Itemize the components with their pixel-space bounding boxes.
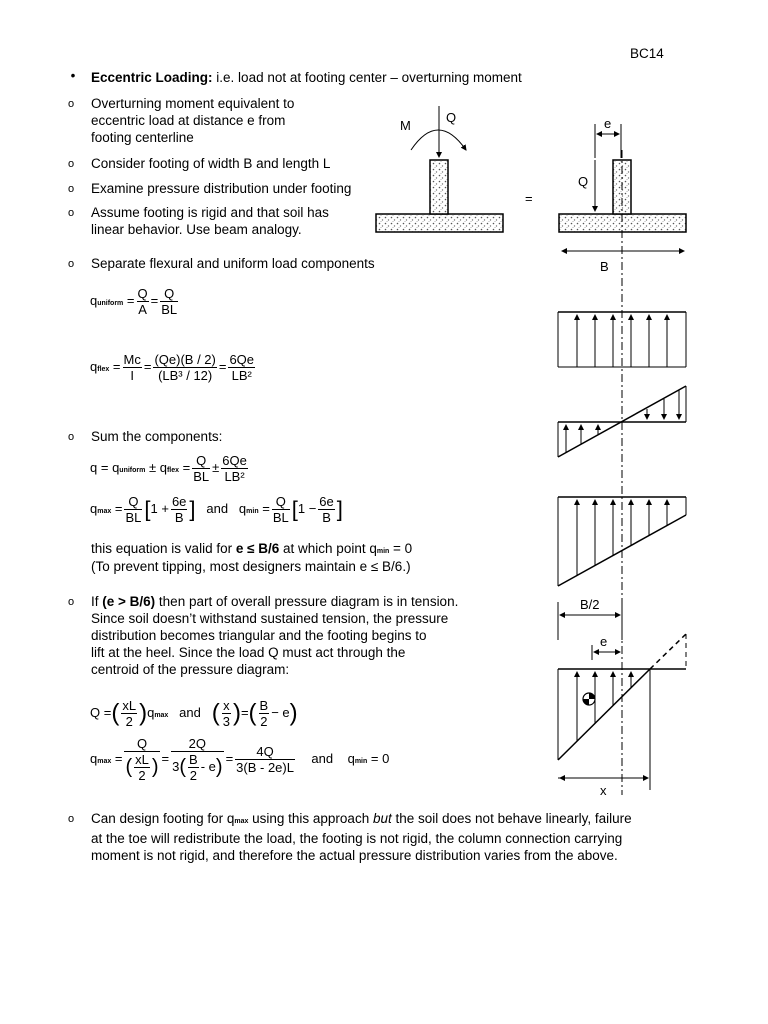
closing-text: using this approach (248, 811, 373, 826)
closing-line-3: moment is not rigid, and therefore the actual pressure distribution varies from the above. (91, 848, 618, 863)
paren: ) (232, 699, 241, 727)
eq-symbol: q (238, 500, 247, 516)
paren: ) (139, 699, 148, 727)
numerator: Q (137, 286, 148, 301)
eq-symbol: q (90, 459, 98, 475)
denominator: A (138, 302, 147, 317)
bracket: ] (189, 496, 196, 522)
tension-text: If (91, 594, 103, 609)
eq-symbol: q (90, 358, 98, 374)
eccentric-load-label: Q (578, 174, 589, 189)
moment-label: M (400, 118, 411, 133)
bullet-o: o (67, 183, 75, 195)
denominator: LB² (224, 469, 245, 484)
triangular-pressure-diagram (558, 597, 686, 798)
denominator: BL (125, 510, 142, 525)
denominator: 3 (222, 714, 230, 729)
numerator: (Qe)(B / 2) (154, 352, 216, 367)
numerator: x (223, 698, 230, 713)
intro-item-3: Examine pressure distribution under footing (91, 181, 352, 196)
numerator: 2Q (171, 736, 223, 752)
equation-flex: qflex = $\frac{Mc}{I}$ = $\frac{(Qe)(B / 2)}{\text{(LB³ / 12)}}$ = $\frac{6Qe}{\text{LB²}}$ (90, 352, 255, 383)
numerator: Q (124, 736, 159, 752)
numerator: 6Qe (222, 453, 247, 468)
denominator: LB² (231, 368, 252, 383)
closing-italic: but (372, 811, 392, 826)
bullet-dot: • (70, 68, 76, 83)
denominator: 2 (125, 714, 133, 729)
note-text: this equation is valid for (91, 541, 236, 556)
numerator: xL (135, 752, 149, 767)
centroid-icon-fill (589, 693, 595, 699)
bullet-o: o (67, 596, 75, 608)
closing-text: Can design footing for q (91, 811, 235, 826)
denominator: 2 (138, 768, 146, 783)
denominator: B (322, 510, 331, 525)
eq-conjunction: and (179, 704, 201, 720)
eq-subscript: min (354, 757, 368, 765)
tension-line-2: Since soil doesn’t withstand sustained tension, the pressure (91, 611, 449, 626)
numerator: Q (192, 453, 210, 469)
paren: ( (125, 756, 133, 778)
eq-symbol: q (90, 292, 98, 308)
bullet-o: o (67, 431, 75, 443)
numerator: Q (124, 494, 142, 510)
eq-term: - e (200, 758, 216, 774)
eq-symbol: q (90, 500, 98, 516)
eq-subscript: flex (97, 365, 110, 373)
denominator: BL (161, 302, 178, 317)
eq-symbol: Q (90, 704, 101, 720)
tension-text: then part of overall pressure diagram is in tension. (155, 594, 459, 609)
bracket: [ (144, 496, 151, 522)
eq-subscript: max (154, 711, 169, 719)
note-text: at which point q (279, 541, 377, 556)
paren: ) (151, 756, 159, 778)
intro-item-4-line-1: Assume footing is rigid and that soil has (91, 205, 329, 220)
equals-sign: = (525, 191, 533, 206)
intro-item-4-line-2: linear behavior. Use beam analogy. (91, 222, 302, 237)
closing-line-2: at the toe will redistribute the load, the footing is not rigid, the column connection carrying (91, 831, 623, 846)
bullet-o: o (67, 258, 75, 270)
tension-line-4: lift at the heel. Since the load Q must act through the (91, 645, 406, 660)
tipping-note: (To prevent tipping, most designers maintain e ≤ B/6.) (91, 559, 411, 574)
eq-symbol: q (112, 459, 120, 475)
tension-bold: (e > B/6) (102, 594, 156, 609)
equation-triangular: Q =( $\frac{xL}{2}$ )qmax and ( $\frac{x}{3}$ )=( $\frac{B}{2}$ − e) (90, 698, 298, 729)
heading-rest: i.e. load not at footing center – overturning moment (216, 70, 522, 85)
paren: ( (248, 699, 257, 727)
sum-label: Sum the components: (91, 429, 223, 444)
eq-symbol: q (159, 459, 167, 475)
numerator: 6Qe (229, 352, 255, 367)
intro-item-1-line-1: Overturning moment equivalent to (91, 96, 295, 111)
eq-subscript: max (97, 507, 112, 515)
closing-subscript: max (234, 818, 249, 825)
eq-subscript: uniform (119, 466, 146, 474)
load-label: Q (446, 110, 457, 125)
denominator: BL (272, 510, 289, 525)
bracket: [ (291, 496, 298, 522)
denominator: I (130, 368, 134, 383)
paren: ( (211, 699, 220, 727)
paren: ) (289, 699, 298, 727)
closing-text: the soil does not behave linearly, failure (391, 811, 632, 826)
note-bold: e ≤ B/6 (235, 541, 280, 556)
tension-line-3: distribution becomes triangular and the footing begins to (91, 628, 427, 643)
numerator: 4Q (235, 744, 295, 760)
numerator: xL (122, 698, 137, 713)
eccentricity-label: e (600, 634, 608, 649)
eq-symbol: q (347, 750, 355, 766)
footing-base (376, 214, 503, 232)
eccentricity-label: e (604, 116, 612, 131)
bracket: ] (336, 496, 343, 522)
intro-item-2: Consider footing of width B and length L (91, 156, 331, 171)
eq-subscript: max (97, 757, 112, 765)
paren: ) (215, 756, 223, 778)
paren: ( (111, 699, 120, 727)
eq-conjunction: and (311, 750, 334, 766)
numerator: Q (272, 494, 290, 510)
x-label: x (600, 783, 607, 798)
bullet-o: o (67, 98, 75, 110)
denominator: BL (193, 469, 210, 484)
width-label: B (600, 259, 609, 274)
tension-line-5: centroid of the pressure diagram: (91, 662, 290, 677)
paren: ( (179, 756, 187, 778)
centroid-icon-fill (583, 699, 589, 705)
intro-item-1-line-3: footing centerline (91, 130, 194, 145)
denominator: 3(B - 2e)L (236, 760, 294, 775)
numerator: Q (160, 286, 178, 302)
numerator: Mc (123, 352, 141, 367)
eq-subscript: flex (166, 466, 180, 474)
note-subscript: min (376, 548, 390, 555)
diagram-slope (558, 669, 650, 760)
note-text: = 0 (389, 541, 413, 556)
page-id: BC14 (630, 46, 664, 61)
denominator: 2 (189, 768, 197, 783)
intro-item-1-line-2: eccentric load at distance e from (91, 113, 286, 128)
extension-dashed (650, 634, 686, 669)
denominator: 2 (260, 714, 268, 729)
eq-term: − e (271, 704, 290, 720)
eq-symbol: q (90, 750, 98, 766)
footing-left (376, 106, 503, 232)
numerator: 6e (319, 494, 334, 509)
eq-term: 1 + (150, 500, 169, 516)
numerator: B (259, 698, 269, 713)
bullet-o: o (67, 813, 75, 825)
bullet-o: o (67, 158, 75, 170)
intro-item-5: Separate flexural and uniform load components (91, 256, 375, 271)
numerator: B (189, 752, 198, 767)
eq-term: 1 − (297, 500, 317, 516)
eq-subscript: uniform (97, 299, 124, 307)
eq-conjunction: and (206, 500, 229, 516)
equation-uniform: quniform = $\frac{Q}{A}$ = $\frac{Q}{BL}$ (90, 286, 178, 317)
eq-term: 3 (172, 758, 180, 774)
equation-max-min: qmax = $\frac{Q}{BL}$ [1 + $\frac{6e}{B}$ ] and qmin = $\frac{Q}{BL}$ [1 − $\frac{6e}{B}$ ] (90, 494, 343, 525)
heading-bold: Eccentric Loading: (91, 70, 213, 85)
equation-final: qmax = Q ( $\frac{xL}{2}$ ) = 2Q 3( $\frac{B}{2}$ - e) = $\frac{4Q}{3(B - 2e)L}$ and qmin = 0 (90, 736, 390, 783)
eq-symbol: q (147, 704, 155, 720)
denominator: (LB³ / 12) (158, 368, 213, 383)
eq-term: = 0 (370, 750, 390, 766)
footing-column (430, 160, 448, 214)
numerator: 6e (171, 494, 187, 509)
half-width-label: B/2 (580, 597, 600, 612)
bullet-o: o (67, 207, 75, 219)
denominator: B (174, 510, 184, 525)
equation-sum: q = quniform ± qflex = $\frac{Q}{BL}$ ± $\frac{6Qe}{\text{LB²}}$ (90, 453, 247, 484)
eq-subscript: min (246, 507, 259, 515)
